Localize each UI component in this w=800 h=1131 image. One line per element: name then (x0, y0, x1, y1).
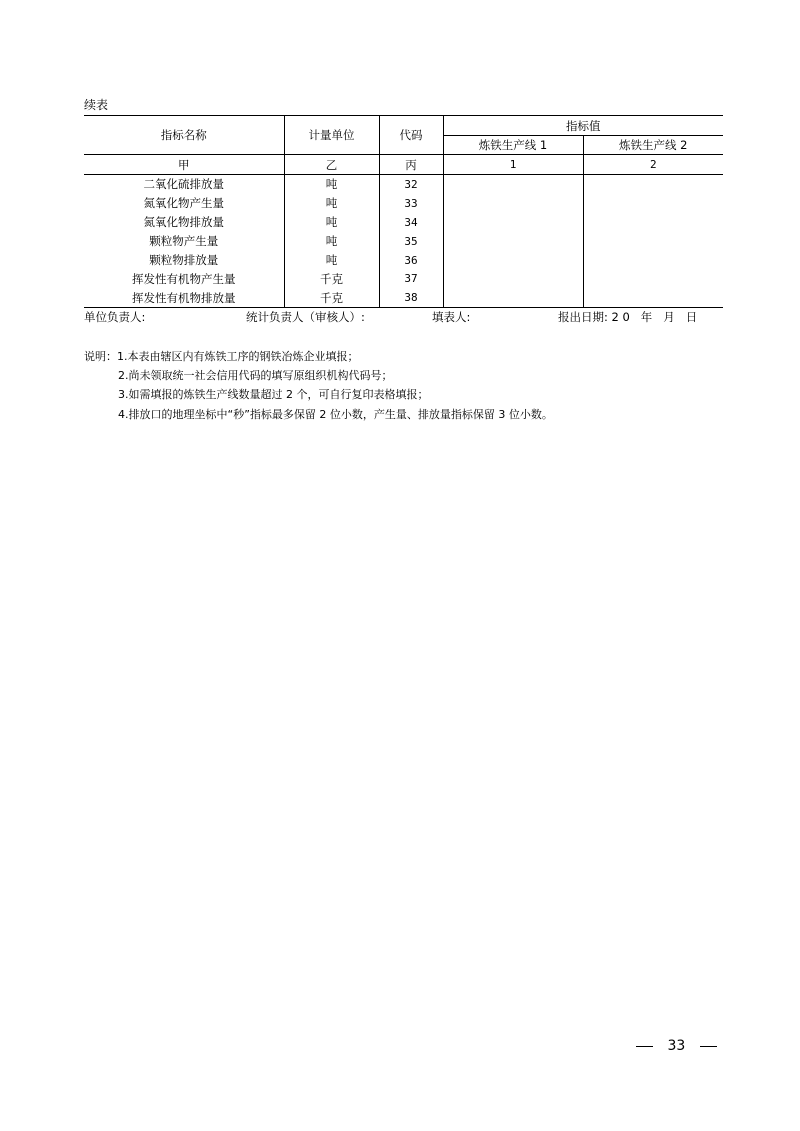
header-row-1 (84, 116, 723, 136)
row-name: 二氧化硫排放量 (143, 177, 224, 192)
row-line1-value[interactable] (443, 251, 583, 270)
subheader-line2: 2 (583, 155, 723, 175)
note-item: 2.尚未领取统一社会信用代码的填写原组织机构代码号； (118, 369, 393, 383)
row-name: 挥发性有机物产生量 (132, 271, 236, 286)
table-row (84, 288, 723, 307)
row-line1-value[interactable] (443, 194, 583, 213)
row-name: 挥发性有机物排放量 (132, 290, 236, 305)
row-code: 33 (379, 194, 443, 213)
row-unit: 千克 (284, 269, 379, 288)
row-line2-value[interactable] (583, 175, 723, 194)
page-number (636, 1038, 717, 1054)
row-name: 颗粒物产生量 (149, 234, 219, 249)
header-name: 指标名称 (84, 116, 284, 155)
table-row (84, 175, 723, 194)
note-line (84, 347, 553, 366)
header-value-group: 指标值 (443, 116, 723, 136)
table-row (84, 251, 723, 270)
continued-label: 续表 (84, 98, 109, 112)
page-number-text: 33 (667, 1038, 686, 1054)
row-line1-value[interactable] (443, 175, 583, 194)
row-name: 氮氧化物排放量 (143, 215, 224, 230)
dash-right-decoration (700, 1046, 717, 1047)
filler-label: 填表人: (432, 310, 471, 324)
note-item: 4.排放口的地理坐标中“秒”指标最多保留 2 位小数，产生量、排放量指标保留 3 位小数。 (118, 407, 553, 421)
dash-left-decoration (636, 1046, 653, 1047)
row-line2-value[interactable] (583, 232, 723, 251)
subheader-name: 甲 (84, 155, 284, 175)
note-item: 1.本表由辖区内有炼铁工序的钢铁冶炼企业填报； (117, 350, 359, 363)
subheader-code: 丙 (379, 155, 443, 175)
row-unit: 吨 (284, 251, 379, 270)
subheader-unit: 乙 (284, 155, 379, 175)
row-code: 34 (379, 213, 443, 232)
row-line2-value[interactable] (583, 288, 723, 307)
row-unit: 吨 (284, 213, 379, 232)
row-line2-value[interactable] (583, 251, 723, 270)
row-name: 颗粒物排放量 (149, 253, 219, 267)
header-line1: 炼铁生产线 1 (443, 136, 583, 155)
table-row (84, 194, 723, 213)
header-unit: 计量单位 (284, 116, 379, 155)
row-line1-value[interactable] (443, 288, 583, 307)
note-item: 3.如需填报的炼铁生产线数量超过 2 个，可自行复印表格填报； (118, 388, 429, 402)
signature-row (84, 309, 723, 327)
row-code: 35 (379, 232, 443, 251)
notes-lead: 说明： (84, 350, 117, 363)
row-unit: 吨 (284, 194, 379, 213)
header-line2: 炼铁生产线 2 (583, 136, 723, 155)
row-name: 氮氧化物产生量 (143, 196, 224, 211)
row-code: 37 (379, 269, 443, 288)
row-line1-value[interactable] (443, 269, 583, 288)
row-code: 36 (379, 251, 443, 270)
row-code: 38 (379, 288, 443, 307)
subheader-line1: 1 (443, 155, 583, 175)
row-line2-value[interactable] (583, 269, 723, 288)
notes-section (84, 347, 553, 424)
table-row (84, 213, 723, 232)
table-row (84, 232, 723, 251)
indicator-table (84, 115, 723, 308)
row-line2-value[interactable] (583, 194, 723, 213)
row-unit: 吨 (284, 175, 379, 194)
unit-head-label: 单位负责人: (84, 310, 146, 324)
table-row (84, 269, 723, 288)
report-date-label: 报出日期: 2 0 年 月 日 (558, 310, 698, 324)
stat-head-label: 统计负责人（审核人）: (246, 310, 365, 324)
row-line1-value[interactable] (443, 232, 583, 251)
subheader-row (84, 155, 723, 175)
header-code: 代码 (379, 116, 443, 155)
row-unit: 吨 (284, 232, 379, 251)
row-line1-value[interactable] (443, 213, 583, 232)
row-unit: 千克 (284, 288, 379, 307)
row-line2-value[interactable] (583, 213, 723, 232)
row-code: 32 (379, 175, 443, 194)
